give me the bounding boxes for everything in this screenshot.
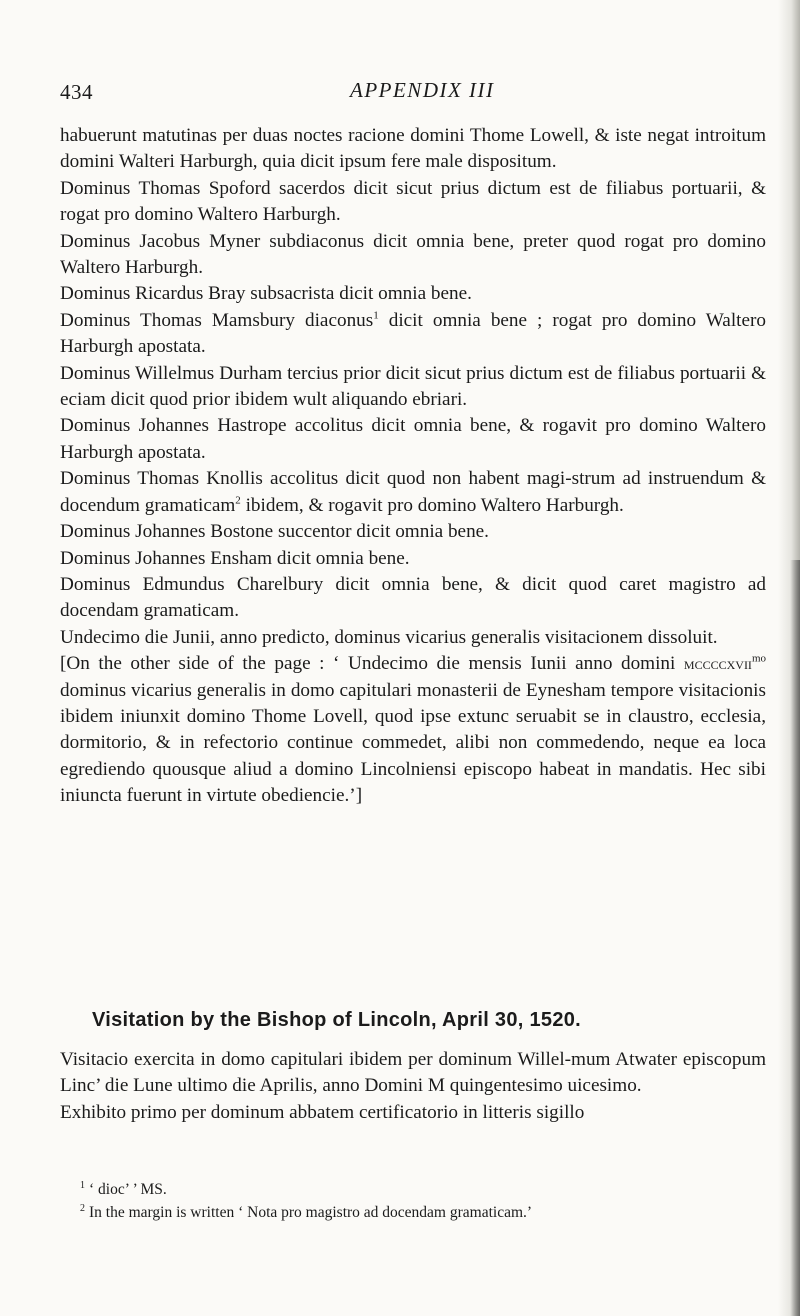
paragraph-text: Dominus Johannes Ensham dicit omnia bene. [60, 547, 410, 569]
paragraph [60, 572, 766, 625]
paragraph-text: Dominus Johannes Hastrope accolitus dicit omnia bene, & rogavit pro domino Waltero Harburgh apostata. [60, 415, 766, 463]
footnote-1 [80, 1176, 760, 1199]
paragraph-text: Undecimo die Junii, anno predicto, dominus vicarius generalis visitacionem dissoluit. [60, 626, 718, 648]
paragraph-text: Dominus Ricardus Bray subsacrista dicit omnia bene. [60, 283, 472, 305]
main-text [60, 123, 766, 810]
paragraph-text: dominus vicarius generalis in domo capitulari monasterii de Eynesham tempore visitacionis ibidem iniunxit domino Thome Lovell, quod ipse extunc seruabit se in claustro, ecclesia, dormitorio, & in refectorio continue commedet, alibi non commedendo, neque ea loca egrediendo quousque aliud a domino Lincolniensi episcopo habeat in mandatis. Hec sibi iniuncta fuerunt in virtute obediencie.’] [60, 679, 766, 807]
paragraph-text: Dominus Thomas Mamsbury diaconus [60, 309, 374, 331]
footnote-text: In the margin is written ‘ Nota pro magistro ad docendam gramaticam.’ [89, 1204, 533, 1222]
paragraph [60, 546, 766, 572]
paragraph [60, 519, 766, 545]
footnote-ref-1[interactable]: 1 [373, 309, 379, 322]
paragraph-text: habuerunt matutinas per duas noctes racione domini Thome Lowell, & iste negat introitum domini Walteri Harburgh, quia dicit ipsum fere male dispositum. [60, 125, 766, 173]
ordinal-suffix: mo [751, 652, 766, 665]
footnote-2 [80, 1199, 760, 1222]
running-head: APPENDIX III [350, 78, 495, 102]
paragraph [60, 1047, 766, 1100]
footnotes [80, 1176, 760, 1222]
paragraph-text: Dominus Johannes Bostone succentor dicit omnia bene. [60, 521, 489, 543]
page-number: 434 [60, 80, 93, 104]
paragraph-text: Exhibito primo per dominum abbatem certificatorio in litteris sigillo [60, 1101, 585, 1123]
page-header [60, 78, 740, 112]
roman-year: mccccxvii [683, 654, 752, 674]
footnote-ref-2[interactable]: 2 [235, 494, 241, 507]
paragraph [60, 281, 766, 307]
footnote-text: ‘ dioc’ ’ MS. [89, 1181, 167, 1199]
paragraph-text: Dominus Thomas Spoford sacerdos dicit sicut prius dictum est de filiabus portuarii, & rogat pro domino Waltero Harburgh. [60, 177, 766, 226]
paragraph [60, 123, 766, 176]
paragraph [60, 229, 766, 282]
paragraph [60, 308, 766, 361]
footnote-mark: 1 [80, 1180, 85, 1191]
paragraph [60, 625, 766, 651]
paragraph-text: Dominus Edmundus Charelbury dicit omnia bene, & dicit quod caret magistro ad docendam gramaticam. [60, 573, 766, 622]
paragraph-text: Dominus Willelmus Durham tercius prior dicit sicut prius dictum est de filiabus portuarii & eciam dicit quod prior ibidem wult aliquando ebriari. [60, 362, 766, 411]
section-title: Visitation by the Bishop of Lincoln, April 30, 1520. [92, 1009, 582, 1031]
paragraph-text: ibidem, & rogavit pro domino Waltero Harburgh. [240, 494, 624, 516]
paragraph-text: Dominus Jacobus Myner subdiaconus dicit omnia bene, preter quod rogat pro domino Waltero Harburgh. [60, 230, 766, 279]
section-text [60, 1047, 766, 1126]
paragraph [60, 413, 766, 466]
paragraph [60, 651, 766, 809]
paragraph-text: [On the other side of the page : ‘ Undecimo die mensis Iunii anno domini [60, 653, 684, 675]
paragraph [60, 361, 766, 414]
paragraph-text: Dominus Thomas Knollis accolitus dicit quod non habent magi-strum ad instruendum & docendum gramaticam [60, 468, 766, 516]
paragraph [60, 176, 766, 229]
paragraph [60, 466, 766, 519]
paragraph-text: dicit omnia bene ; rogat pro domino Waltero Harburgh apostata. [60, 309, 766, 358]
paragraph [60, 1100, 766, 1126]
page-edge-binding [790, 560, 800, 1316]
paragraph-text: Visitacio exercita in domo capitulari ibidem per dominum Willel-mum Atwater episcopum Linc’ die Lune ultimo die Aprilis, anno Domini M quingentesimo uicesimo. [60, 1049, 766, 1097]
footnote-mark: 2 [80, 1203, 85, 1215]
